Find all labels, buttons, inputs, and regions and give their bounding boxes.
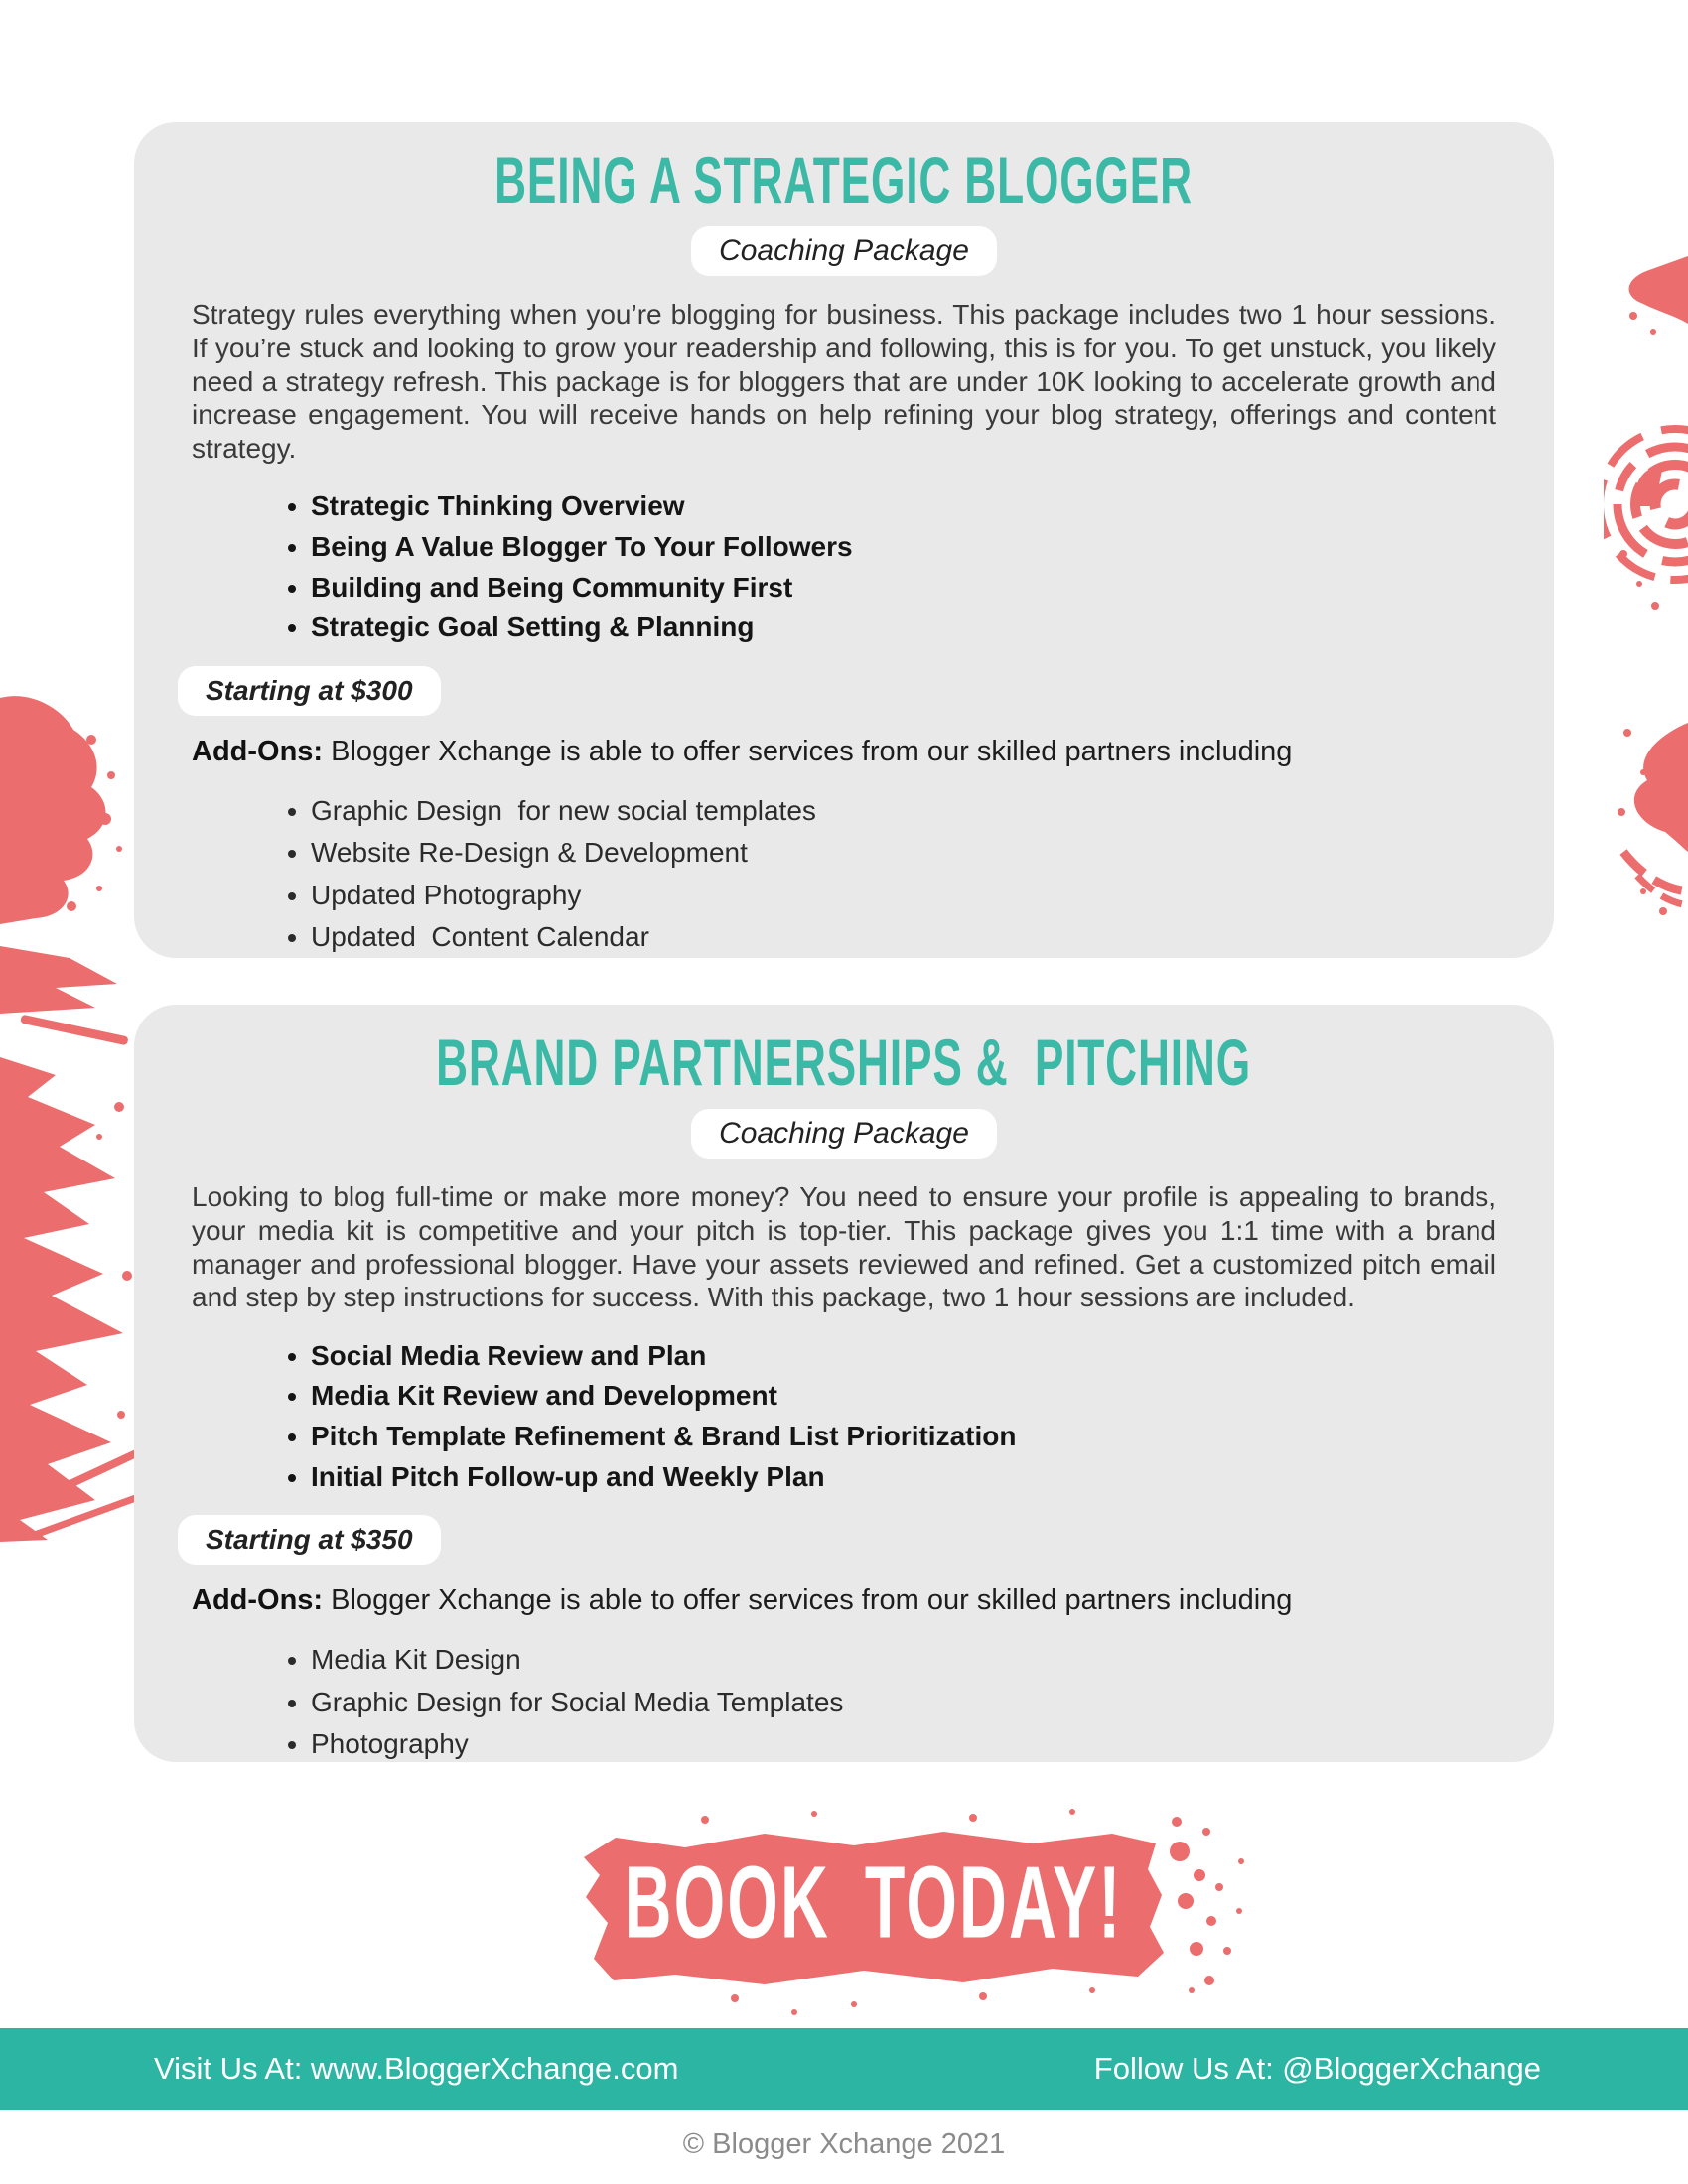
copyright-text: © Blogger Xchange 2021 — [682, 2128, 1006, 2160]
package-title: BRAND PARTNERSHIPS & PITCHING — [436, 1026, 1252, 1100]
addon-item: • Updated Photography — [311, 875, 1496, 917]
feature-list — [192, 486, 1496, 647]
paint-swirl-right-icon — [1604, 256, 1688, 931]
addons-intro: Add-Ons: Blogger Xchange is able to offer services from our skilled partners including — [192, 1584, 1293, 1617]
price-badge: Starting at $350 — [178, 1515, 441, 1565]
feature-item: • Social Media Review and Plan — [311, 1336, 1496, 1377]
addons-list — [192, 1639, 1496, 1766]
addon-item: • Website Re-Design & Development — [311, 832, 1496, 875]
addons-label: Add-Ons: — [192, 1584, 324, 1617]
book-today-label: BOOK TODAY! — [625, 1845, 1123, 1960]
feature-item: • Media Kit Review and Development — [311, 1376, 1496, 1417]
feature-item: • Building and Being Community First — [311, 568, 1496, 609]
feature-item: • Strategic Thinking Overview — [311, 486, 1496, 527]
visit-us-link[interactable]: Visit Us At: www.BloggerXchange.com — [154, 2051, 679, 2086]
badge-row — [192, 226, 1496, 276]
package-description: Strategy rules everything when you’re blogging for business. This package includes two 1 hour sessions. If you’re stuck and looking to grow your readership and following, this is for you. To get unstuck, you likely need a strategy refresh. This package is for bloggers that are under 10K looking to accelerate growth and increase engagement. You will receive hands on help refining your blog strategy, offerings and content strategy. — [192, 299, 1496, 464]
book-today-cta[interactable] — [556, 1792, 1256, 2025]
coaching-package-badge: Coaching Package — [691, 226, 997, 276]
footer-bar — [0, 2028, 1688, 2110]
badge-row — [192, 1109, 1496, 1159]
follow-us-link[interactable]: Follow Us At: @BloggerXchange — [1093, 2051, 1541, 2086]
feature-item: • Pitch Template Refinement & Brand List Prioritization — [311, 1417, 1496, 1457]
addon-item: • Media Kit Design — [311, 1639, 1496, 1682]
package-card-brand-partnerships — [134, 1005, 1554, 1762]
package-description: Looking to blog full-time or make more money? You need to ensure your profile is appealing to brands, your media kit is competitive and your pitch is top-tier. This package gives you 1:1 time with a brand manager and professional blogger. Have your assets reviewed and refined. Get a customized pitch email and step by step instructions for success. With this package, two 1 hour sessions are included. — [192, 1181, 1496, 1313]
price-badge: Starting at $300 — [178, 666, 441, 716]
addon-item: • Graphic Design for Social Media Templates — [311, 1682, 1496, 1724]
feature-item: • Strategic Goal Setting & Planning — [311, 608, 1496, 648]
addons-intro: Add-Ons: Blogger Xchange is able to offer services from our skilled partners including — [192, 735, 1293, 767]
coaching-package-badge: Coaching Package — [691, 1109, 997, 1159]
addon-item: • Updated Content Calendar — [311, 916, 1496, 959]
feature-item: • Initial Pitch Follow-up and Weekly Plan — [311, 1457, 1496, 1498]
package-title: BEING A STRATEGIC BLOGGER — [494, 144, 1194, 217]
feature-list — [192, 1336, 1496, 1497]
addons-label: Add-Ons: — [192, 735, 324, 767]
addon-item: • Graphic Design for new social templates — [311, 790, 1496, 833]
addon-item: • Photography — [311, 1723, 1496, 1766]
addons-list — [192, 790, 1496, 959]
feature-item: • Being A Value Blogger To Your Followers — [311, 527, 1496, 568]
package-card-strategic-blogger — [134, 122, 1554, 958]
